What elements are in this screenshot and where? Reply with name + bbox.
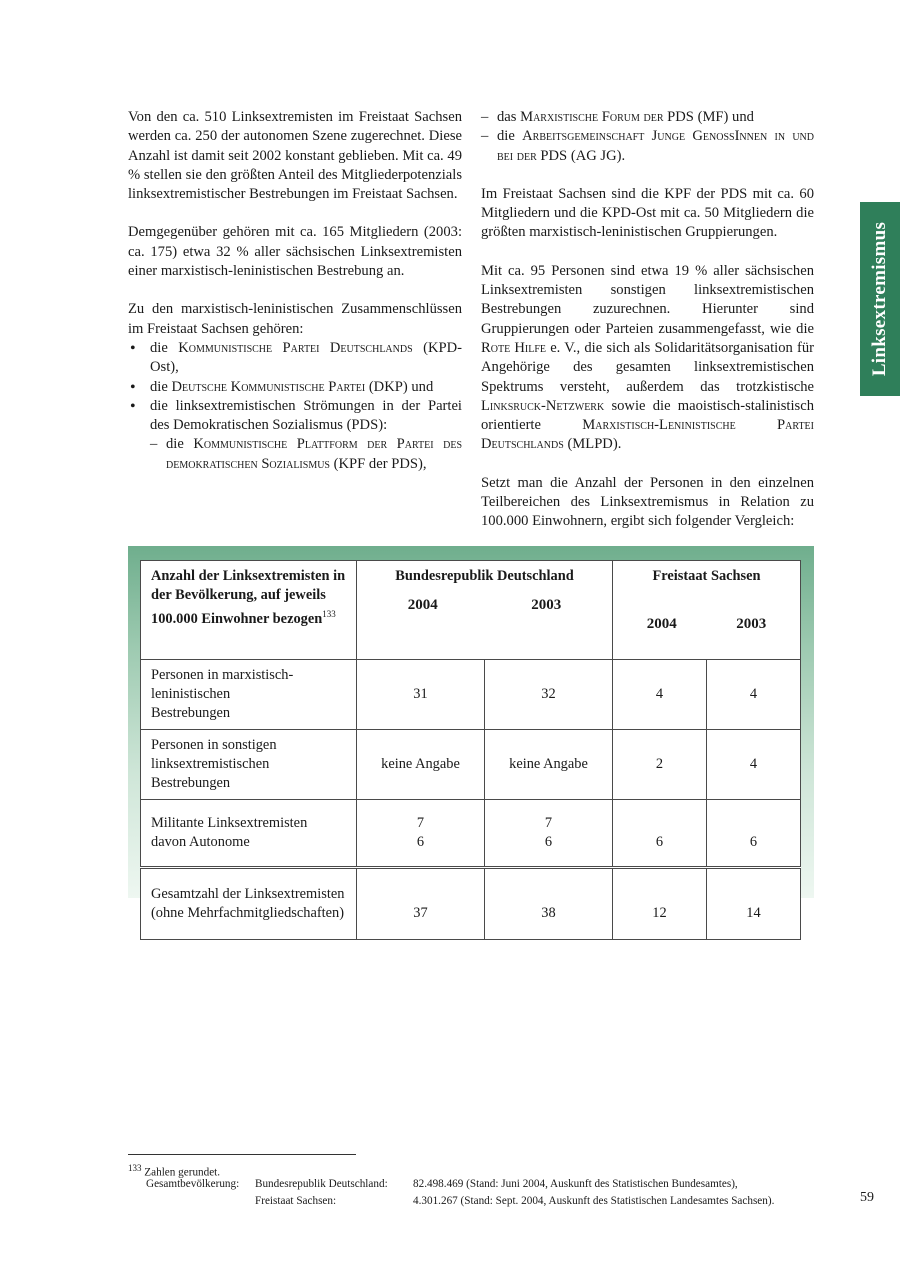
table-cell: 14 bbox=[707, 868, 801, 940]
text: (MLPD). bbox=[567, 436, 622, 453]
row-label: Gesamtzahl der Linksextremisten (ohne Mehrfachmitgliedschaften) bbox=[141, 868, 357, 940]
org-abbr: (KPD-Ost), bbox=[150, 339, 462, 376]
table-row bbox=[141, 868, 801, 940]
table-cell: keine Angabe bbox=[485, 730, 613, 800]
footnote-value: 82.498.469 (Stand: Juni 2004, Auskunft des Statistischen Bundesamtes), bbox=[413, 1178, 738, 1191]
org-name: Linksruck-Netzwerk bbox=[481, 397, 605, 414]
org-name: Rote Hilfe bbox=[481, 339, 546, 356]
table-row bbox=[141, 660, 801, 730]
paragraph: Setzt man die Anzahl der Personen in den einzelnen Teilbereichen des Linksextremismus in Relation zu 100.000 Einwohnern, ergibt sich folgender Vergleich: bbox=[481, 474, 814, 530]
table-cell: 38 bbox=[485, 868, 613, 940]
paragraph: Von den ca. 510 Linksextremisten im Freistaat Sachsen werden ca. 250 der autonomen Szene zugerechnet. Diese Anzahl ist damit seit 2002 konstant geblieben. Mit ca. 49 % stellen sie den größten Anteil des Mitgliederpotenzials linksextremistischer Bestrebungen im Freistaat Sachsen. bbox=[128, 109, 462, 203]
list-item: • die Deutsche Kommunistische Partei (DKP) und bbox=[128, 378, 462, 397]
table-cell: 31 bbox=[357, 660, 485, 730]
footnote-label: Gesamtbevölkerung: bbox=[146, 1178, 240, 1191]
list-item: • die Kommunistische Partei Deutschlands (KPD-Ost), bbox=[128, 339, 462, 378]
org-abbr: (DKP) und bbox=[368, 378, 434, 395]
year-label: 2004 bbox=[646, 616, 677, 632]
year-label: 2004 bbox=[407, 597, 438, 613]
table-row bbox=[141, 730, 801, 800]
section-tab-label: Linksextremismus bbox=[869, 221, 891, 377]
footnote-region: Freistaat Sachsen: bbox=[255, 1194, 337, 1207]
org-name: Deutsche Kommunistische Partei bbox=[171, 378, 366, 395]
paragraph: Demgegenüber gehören mit ca. 165 Mitgliedern (2003: ca. 175) etwa 32 % aller sächsischen Linksextremisten einer marxistisch-leninistischen Bestrebung an. bbox=[128, 224, 462, 280]
org-name: Kommunistische Plattform der Partei des demokratischen Sozialismus bbox=[166, 436, 462, 472]
org-name: Marxistisch-Leninistische Partei Deutschlands bbox=[481, 417, 814, 453]
dash-list bbox=[150, 435, 462, 474]
year-label: 2003 bbox=[736, 616, 767, 632]
table-header-group bbox=[357, 561, 613, 660]
text: e. V., die sich als Solidaritätsorganisation für Angehörige des gesamten linksextremistischen Spektrums versteht, außerdem das trotzkistische bbox=[481, 339, 814, 395]
list-item bbox=[128, 397, 462, 474]
statistics-table bbox=[140, 560, 801, 940]
row-label: Militante Linksextremisten davon Autonome bbox=[141, 800, 357, 868]
text: Mit ca. 95 Personen sind etwa 19 % aller sächsischen Linksextremisten sonstigen linksextremistischen Bestrebungen zuzurechnen. Hierunter sind Gruppierungen oder Parteien zusammengefasst, wie die bbox=[481, 262, 814, 337]
list-item: – die Kommunistische Plattform der Partei des demokratischen Sozialismus (KPF der PDS), bbox=[150, 435, 462, 474]
text: sowie die maoistisch-stalinistisch orientierte bbox=[481, 397, 814, 434]
footnote-rule bbox=[128, 1154, 356, 1155]
right-column bbox=[481, 108, 814, 551]
table-header-group bbox=[613, 561, 801, 660]
group-title: Bundesrepublik Deutschland bbox=[395, 568, 574, 584]
org-abbr: (MF) und bbox=[697, 109, 754, 125]
org-abbr: (AG JG). bbox=[570, 147, 626, 164]
table-cell: 4 bbox=[613, 660, 707, 730]
org-abbr: (KPF der PDS), bbox=[333, 455, 427, 472]
header-text: Anzahl der Linksextremisten in der Bevölkerung, auf jeweils 100.000 Einwohner bezogen bbox=[151, 568, 346, 627]
section-tab bbox=[860, 202, 900, 396]
footnote-number: 133 bbox=[128, 1163, 142, 1173]
table-cell: 32 bbox=[485, 660, 613, 730]
table-row bbox=[141, 800, 801, 868]
table-cell: 7 6 bbox=[485, 800, 613, 868]
footnote-value: 4.301.267 (Stand: Sept. 2004, Auskunft des Statistischen Landesamtes Sachsen). bbox=[413, 1194, 775, 1207]
org-name: Kommunistische Partei Deutschlands bbox=[178, 339, 413, 356]
group-title: Freistaat Sachsen bbox=[652, 568, 761, 584]
list-item: – das Marxistische Forum der PDS (MF) und bbox=[481, 108, 814, 127]
footnote-ref: 133 bbox=[322, 609, 336, 619]
footnote bbox=[128, 1160, 818, 1209]
table-cell: 37 bbox=[357, 868, 485, 940]
org-name: Arbeitsgemeinschaft Junge GenossInnen in und bei der PDS bbox=[497, 128, 814, 164]
year-label: 2003 bbox=[531, 597, 562, 613]
table-cell: 12 bbox=[613, 868, 707, 940]
paragraph bbox=[481, 262, 814, 455]
table-cell: 2 bbox=[613, 730, 707, 800]
table-cell: 7 6 bbox=[357, 800, 485, 868]
bullet-list bbox=[128, 339, 462, 474]
table-header-label bbox=[141, 561, 357, 660]
table-cell: 6 bbox=[613, 800, 707, 868]
dash-list bbox=[481, 108, 814, 166]
paragraph: Im Freistaat Sachsen sind die KPF der PDS mit ca. 60 Mitgliedern und die KPD-Ost mit ca. 50 Mitgliedern die größten marxistisch-leninistischen Gruppierungen. bbox=[481, 185, 814, 241]
list-item: – die Arbeitsgemeinschaft Junge GenossInnen in und bei der PDS (AG JG). bbox=[481, 127, 814, 166]
page-number: 59 bbox=[860, 1190, 874, 1205]
org-name: Marxistische Forum der PDS bbox=[520, 109, 694, 125]
row-label: Personen in marxistisch-leninistischen Bestrebungen bbox=[141, 660, 357, 730]
table-cell: 4 bbox=[707, 660, 801, 730]
footnote-text: Zahlen gerundet. bbox=[144, 1166, 221, 1179]
table-cell: 4 bbox=[707, 730, 801, 800]
table-header-row bbox=[141, 561, 801, 660]
table-cell: 6 bbox=[707, 800, 801, 868]
footnote-region: Bundesrepublik Deutschland: bbox=[255, 1178, 388, 1191]
table-cell: keine Angabe bbox=[357, 730, 485, 800]
row-label: Personen in sonstigen linksextremistischen Bestrebungen bbox=[141, 730, 357, 800]
paragraph: Zu den marxistisch-leninistischen Zusammenschlüssen im Freistaat Sachsen gehören: bbox=[128, 301, 462, 337]
left-column bbox=[128, 108, 462, 474]
list-item-text: die linksextremistischen Strömungen in der Partei des Demokratischen Sozialismus (PDS): bbox=[150, 397, 462, 434]
